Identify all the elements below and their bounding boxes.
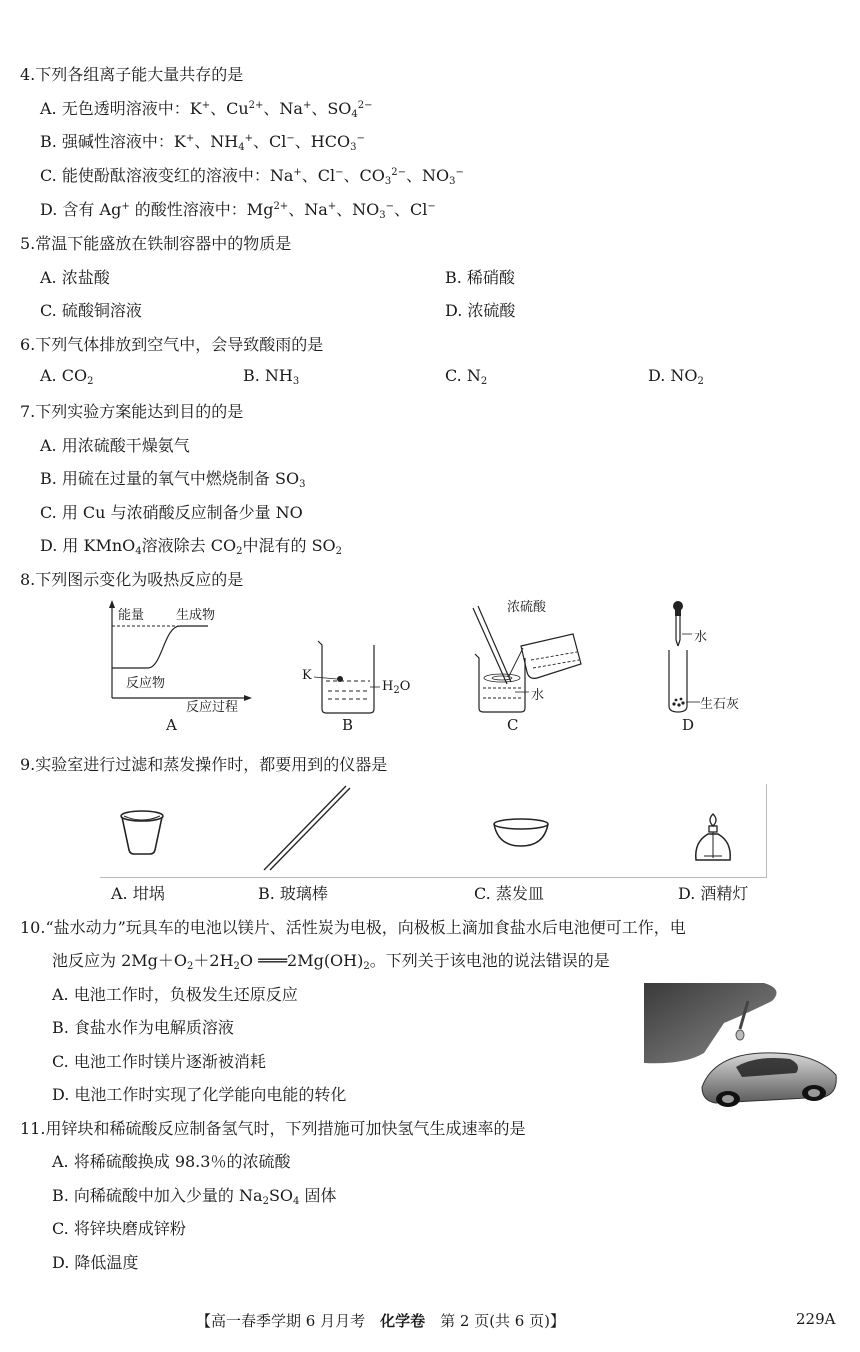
q7-option-c: C. 用 Cu 与浓硝酸反应制备少量 NO	[40, 503, 303, 522]
q4-option-d: D. 含有 Ag+ 的酸性溶液中：$Mg^{2+}$、Na+、$NO_3^-$、Cl−	[40, 200, 436, 221]
q8-stem: 8.下列图示变化为吸热反应的是	[20, 570, 244, 589]
figure-b-label: B	[342, 716, 354, 734]
water-label: 水	[694, 630, 708, 645]
concentrated-acid-label: 浓硫酸	[507, 600, 547, 615]
energy-axis-label: 能量	[118, 608, 145, 623]
water-label: $H_2O$	[382, 679, 411, 696]
q6-option-d: D. $NO_2$	[648, 366, 704, 387]
q5-stem: 5.常温下能盛放在铁制容器中的物质是	[20, 234, 292, 253]
q4-option-b: B. 强碱性溶液中：K+、$NH_4^+$、Cl−、$HCO_3^-$	[40, 132, 365, 153]
q11-option-a: A. 将稀硫酸换成 98.3％的浓硫酸	[52, 1152, 291, 1171]
q7-option-b: B. 用硫在过量的氧气中燃烧制备 $SO_3$	[40, 469, 306, 490]
q6-option-b: B. $NH_3$	[243, 366, 300, 387]
q10-option-b: B. 食盐水作为电解质溶液	[52, 1018, 234, 1037]
q9-option-b: B. 玻璃棒	[258, 884, 328, 903]
page-footer: 【高一春季学期 6 月月考 化学卷 第 2 页(共 6 页)】	[196, 1312, 565, 1330]
toy-car-photo-svg	[644, 983, 840, 1113]
q5-option-d: D. 浓硫酸	[445, 301, 516, 320]
q9-option-d: D. 酒精灯	[678, 884, 749, 903]
glass-rod-icon	[264, 786, 350, 870]
q5-option-a: A. 浓盐酸	[40, 268, 110, 287]
q10-stem-line2: 池反应为 $2Mg+O_2+2H_2O$ $═══2Mg(OH)_2$。下列关于该电池的说法错误的是	[52, 951, 610, 972]
q6-option-c: C. $N_2$	[445, 366, 488, 387]
q10-option-c: C. 电池工作时镁片逐渐被消耗	[52, 1052, 266, 1071]
q10-stem-line1: 10.“盐水动力”玩具车的电池以镁片、活性炭为电极，向极板上滴加食盐水后电池便可工作，电	[20, 918, 686, 937]
reactant-label: 反应物	[126, 676, 166, 691]
q5-option-b: B. 稀硝酸	[445, 268, 515, 287]
figure-d-label: D	[682, 716, 695, 734]
q10-option-a: A. 电池工作时，负极发生还原反应	[52, 985, 298, 1004]
instruments-svg	[100, 784, 766, 877]
figure-c-acid-dilution	[465, 600, 595, 740]
q9-option-c: C. 蒸发皿	[474, 884, 544, 903]
q11-stem: 11.用锌块和稀硫酸反应制备氢气时，下列措施可加快氢气生成速率的是	[20, 1119, 526, 1138]
figure-c-label: C	[507, 716, 519, 734]
q7-option-d: D. 用 KMnO$_4$溶液除去 $CO_2$中混有的 $SO_2$	[40, 536, 343, 557]
q4-option-c: C. 能使酚酞溶液变红的溶液中：Na+、Cl−、$CO_3^{2-}$、$NO_3^-$	[40, 166, 464, 187]
q7-stem: 7.下列实验方案能达到目的的是	[20, 402, 244, 421]
crucible-icon	[121, 811, 163, 854]
instrument-panel	[100, 784, 767, 878]
q4-option-a: A. 无色透明溶液中：K+、$Cu^{2+}$、Na+、$SO_4^{2-}$	[40, 99, 373, 120]
q7-option-a: A. 用浓硫酸干燥氨气	[40, 436, 190, 455]
water-label: 水	[531, 688, 545, 703]
q6-option-a: A. $CO_2$	[40, 366, 94, 387]
q4-stem: 4.下列各组离子能大量共存的是	[20, 65, 244, 84]
beaker-svg	[300, 635, 420, 715]
paper-code: 229A	[796, 1310, 836, 1328]
q6-stem: 6.下列气体排放到空气中，会导致酸雨的是	[20, 335, 324, 354]
figure-a-label: A	[166, 716, 177, 734]
product-label: 生成物	[176, 608, 216, 623]
q5-option-c: C. 硫酸铜溶液	[40, 301, 142, 320]
dilution-svg	[465, 604, 595, 716]
q9-option-a: A. 坩埚	[111, 884, 165, 903]
figure-d-quicklime-tube	[660, 600, 770, 740]
q10-option-d: D. 电池工作时实现了化学能向电能的转化	[52, 1085, 347, 1104]
q11-option-c: C. 将锌块磨成锌粉	[52, 1219, 186, 1238]
figure-a-energy-diagram	[100, 600, 260, 740]
q11-option-d: D. 降低温度	[52, 1253, 139, 1272]
q9-stem: 9.实验室进行过滤和蒸发操作时，都要用到的仪器是	[20, 755, 388, 774]
potassium-label: K	[302, 668, 312, 683]
toy-car-photo	[644, 983, 840, 1113]
evaporating-dish-icon	[494, 819, 548, 846]
q11-option-b: B. 向稀硫酸中加入少量的 $Na_2SO_4$ 固体	[52, 1186, 337, 1207]
progress-axis-label: 反应过程	[186, 700, 239, 715]
quicklime-label: 生石灰	[700, 697, 740, 712]
alcohol-lamp-icon	[696, 814, 731, 860]
figure-b-potassium-beaker	[300, 635, 420, 740]
